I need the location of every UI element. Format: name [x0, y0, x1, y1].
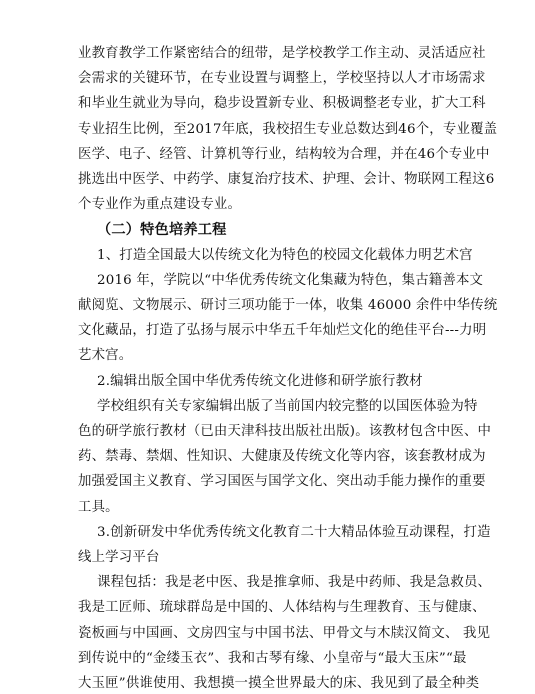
paragraph-line: 文化藏品，打造了弘扬与展示中华五千年灿烂文化的绝佳平台---力明 — [78, 323, 487, 338]
paragraph-line: 和毕业生就业为导向，稳步设置新专业、积极调整老专业，扩大工科 — [78, 96, 486, 111]
paragraph-line: 医学、电子、经管、计算机等行业，结构较为合理，并在46个专业中 — [78, 147, 490, 162]
paragraph-line: 艺术宫。 — [78, 348, 133, 363]
paragraph-line: 瓷板画与中国画、文房四宝与中国书法、甲骨文与木牍汉简文、 我见 — [78, 626, 491, 641]
paragraph-line: 个专业作为重点建设专业。 — [78, 197, 242, 212]
section-heading: （二）特色培养工程 — [97, 222, 227, 238]
paragraph-line: 加强爱国主义教育、学习国医与国学文化、突出动手能力操作的重要 — [78, 474, 486, 489]
subheading-line: 线上学习平台 — [78, 550, 160, 565]
paragraph-line: 专业招生比例，至2017年底，我校招生专业总数达到46个，专业覆盖 — [78, 122, 498, 137]
subheading-line: 1、打造全国最大以传统文化为特色的校园文化载体力明艺术宫 — [97, 248, 473, 263]
paragraph-line: 药、禁毒、禁烟、性知识、大健康及传统文化等内容，该套教材成为 — [78, 449, 486, 464]
subheading-line: 3.创新研发中华优秀传统文化教育二十大精品体验互动课程，打造 — [97, 525, 491, 540]
paragraph-line: 我是工匠师、琉球群岛是中国的、人体结构与生理教育、玉与健康、 — [78, 600, 486, 615]
paragraph-line: 献阅览、文物展示、研讨三项功能于一体，收集 46000 余件中华传统 — [78, 298, 498, 313]
paragraph-line: 课程包括：我是老中医、我是推拿师、我是中药师、我是急救员、 — [97, 575, 492, 590]
paragraph-line: 挑选出中医学、中药学、康复治疗技术、护理、会计、物联网工程这6 — [78, 172, 495, 187]
subheading-line: 2.编辑出版全国中华优秀传统文化进修和研学旅行教材 — [97, 374, 423, 389]
paragraph-line: 学校组织有关专家编辑出版了当前国内较完整的以国医体验为特 — [97, 399, 478, 414]
paragraph-line: 2016 年，学院以“中华优秀传统文化集藏为特色，集古籍善本文 — [97, 273, 484, 288]
paragraph-line: 大玉匣”供谁使用、我想摸一摸全世界最大的床、我见到了最全种类 — [78, 676, 480, 691]
paragraph-line: 色的研学旅行教材（已由天津科技出版社出版)。该教材包含中医、中 — [78, 424, 492, 439]
paragraph-line: 工具。 — [78, 500, 119, 515]
paragraph-line: 业教育教学工作紧密结合的纽带，是学校教学工作主动、灵活适应社 — [78, 46, 486, 61]
paragraph-line: 到传说中的“金缕玉衣”、我和古琴有缘、小皇帝与“最大玉床”“最 — [78, 651, 467, 666]
paragraph-line: 会需求的关键环节，在专业设置与调整上，学校坚持以人才市场需求 — [78, 71, 486, 86]
